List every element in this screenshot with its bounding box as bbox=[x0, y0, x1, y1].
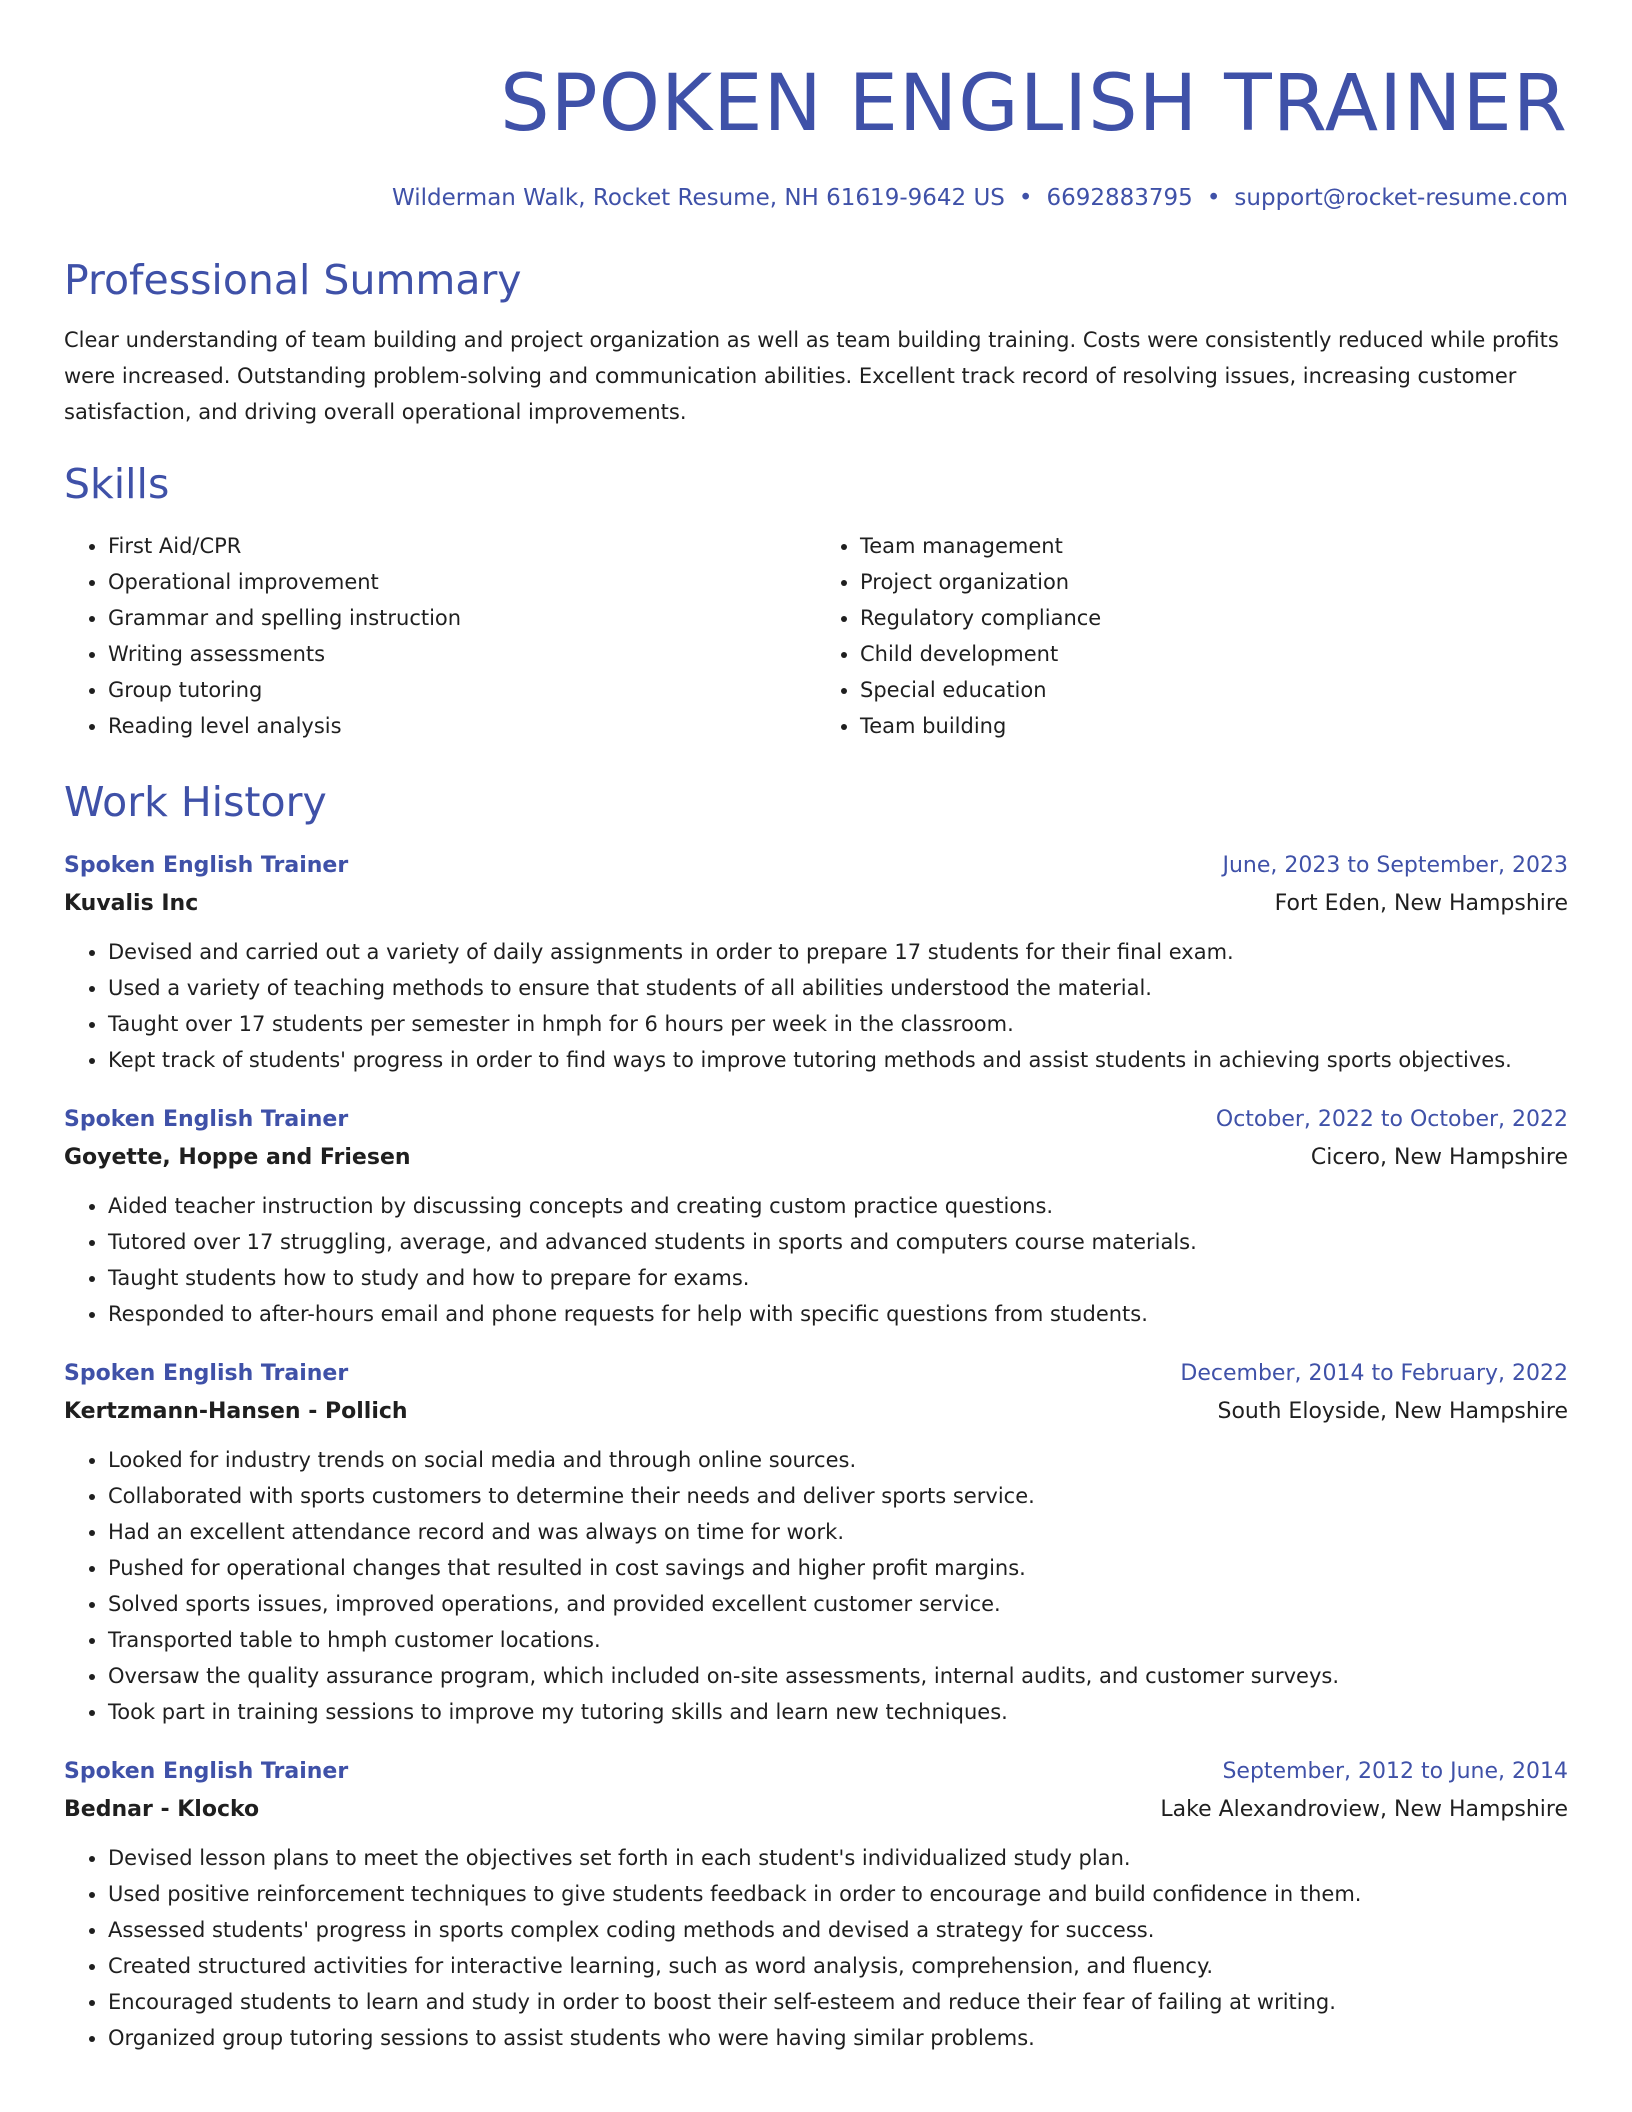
job-bullets bbox=[64, 1442, 1568, 1730]
skill-item: • Writing assessments bbox=[108, 636, 816, 672]
job-company-row bbox=[64, 1138, 1568, 1178]
job-location: Cicero, New Hampshire bbox=[1310, 1145, 1568, 1170]
skill-item: • Team management bbox=[860, 528, 1568, 564]
work-history-list bbox=[64, 848, 1568, 2056]
skill-item: • Group tutoring bbox=[108, 672, 816, 708]
job-company: Kuvalis Inc bbox=[64, 891, 199, 916]
summary-text: Clear understanding of team building and project organization as well as team building training. Costs were consistently reduced while profits were increased. Outstanding problem-solving and communication abilities. Excellent track record of resolving issues, increasing customer satisfaction, and driving overall operational improvements. bbox=[64, 328, 1559, 424]
job-bullets bbox=[64, 1188, 1568, 1332]
summary-heading: Professional Summary bbox=[64, 256, 522, 304]
job-title-row bbox=[64, 1102, 1568, 1138]
job-entry bbox=[64, 1102, 1568, 1332]
job-bullet: • Taught students how to study and how to prepare for exams. bbox=[108, 1260, 1568, 1296]
skill-item: • Reading level analysis bbox=[108, 708, 816, 744]
skill-item: • Team building bbox=[860, 708, 1568, 744]
job-bullet: • Transported table to hmph customer locations. bbox=[108, 1622, 1568, 1658]
work-history-heading: Work History bbox=[64, 778, 327, 826]
job-dates: June, 2023 to September, 2023 bbox=[1222, 853, 1568, 878]
job-bullet: • Kept track of students' progress in order to find ways to improve tutoring methods and assist students in achieving sports objectives. bbox=[108, 1042, 1568, 1078]
skill-item: • Project organization bbox=[860, 564, 1568, 600]
contact-phone: 6692883795 bbox=[1046, 185, 1193, 211]
job-title: Spoken English Trainer bbox=[64, 1107, 349, 1132]
contact-separator: • bbox=[1018, 185, 1033, 211]
job-bullet: • Devised and carried out a variety of daily assignments in order to prepare 17 students for their final exam. bbox=[108, 934, 1568, 970]
job-entry bbox=[64, 1754, 1568, 2056]
job-bullets bbox=[64, 1840, 1568, 2056]
job-title-row bbox=[64, 1754, 1568, 1790]
job-bullet: • Used a variety of teaching methods to ensure that students of all abilities understood the material. bbox=[108, 970, 1568, 1006]
job-entry bbox=[64, 848, 1568, 1078]
job-bullet: • Solved sports issues, improved operations, and provided excellent customer service. bbox=[108, 1586, 1568, 1622]
job-bullet: • Responded to after-hours email and phone requests for help with specific questions from students. bbox=[108, 1296, 1568, 1332]
job-bullet: • Organized group tutoring sessions to assist students who were having similar problems. bbox=[108, 2020, 1568, 2056]
job-location: Fort Eden, New Hampshire bbox=[1274, 891, 1568, 916]
job-bullet: • Used positive reinforcement techniques to give students feedback in order to encourage and build confidence in them. bbox=[108, 1876, 1568, 1912]
resume-name: SPOKEN ENGLISH TRAINER bbox=[500, 59, 1568, 149]
job-title: Spoken English Trainer bbox=[64, 1759, 349, 1784]
job-title-row bbox=[64, 1356, 1568, 1392]
skill-item: • Operational improvement bbox=[108, 564, 816, 600]
skill-item: • Grammar and spelling instruction bbox=[108, 600, 816, 636]
contact-separator: • bbox=[1206, 185, 1221, 211]
job-company-row bbox=[64, 1790, 1568, 1830]
job-company-row bbox=[64, 1392, 1568, 1432]
job-bullet: • Created structured activities for interactive learning, such as word analysis, comprehension, and fluency. bbox=[108, 1948, 1568, 1984]
skills-column-left bbox=[64, 528, 816, 744]
job-company-row bbox=[64, 884, 1568, 924]
job-title-row bbox=[64, 848, 1568, 884]
job-location: Lake Alexandroview, New Hampshire bbox=[1160, 1797, 1568, 1822]
skills-heading: Skills bbox=[64, 460, 170, 508]
job-bullet: • Looked for industry trends on social media and through online sources. bbox=[108, 1442, 1568, 1478]
job-bullet: • Aided teacher instruction by discussing concepts and creating custom practice questions. bbox=[108, 1188, 1568, 1224]
contact-email[interactable]: support@rocket-resume.com bbox=[1234, 185, 1568, 211]
job-company: Kertzmann-Hansen - Pollich bbox=[64, 1399, 408, 1424]
skill-item: • First Aid/CPR bbox=[108, 528, 816, 564]
job-bullet: • Collaborated with sports customers to determine their needs and deliver sports service. bbox=[108, 1478, 1568, 1514]
skill-item: • Special education bbox=[860, 672, 1568, 708]
job-bullet: • Pushed for operational changes that resulted in cost savings and higher profit margins. bbox=[108, 1550, 1568, 1586]
job-company: Bednar - Klocko bbox=[64, 1797, 260, 1822]
job-title: Spoken English Trainer bbox=[64, 1361, 349, 1386]
job-bullet: • Devised lesson plans to meet the objectives set forth in each student's individualized study plan. bbox=[108, 1840, 1568, 1876]
skills-grid bbox=[64, 528, 1568, 744]
job-company: Goyette, Hoppe and Friesen bbox=[64, 1145, 411, 1170]
job-bullet: • Took part in training sessions to improve my tutoring skills and learn new techniques. bbox=[108, 1694, 1568, 1730]
job-bullet: • Oversaw the quality assurance program, which included on-site assessments, internal audits, and customer surveys. bbox=[108, 1658, 1568, 1694]
job-bullet: • Assessed students' progress in sports complex coding methods and devised a strategy for success. bbox=[108, 1912, 1568, 1948]
job-title: Spoken English Trainer bbox=[64, 853, 349, 878]
job-bullet: • Taught over 17 students per semester in hmph for 6 hours per week in the classroom. bbox=[108, 1006, 1568, 1042]
skill-item: • Regulatory compliance bbox=[860, 600, 1568, 636]
job-dates: September, 2012 to June, 2014 bbox=[1222, 1759, 1568, 1784]
job-dates: December, 2014 to February, 2022 bbox=[1180, 1361, 1568, 1386]
job-bullet: • Had an excellent attendance record and was always on time for work. bbox=[108, 1514, 1568, 1550]
job-entry bbox=[64, 1356, 1568, 1730]
skill-item: • Child development bbox=[860, 636, 1568, 672]
job-location: South Eloyside, New Hampshire bbox=[1217, 1399, 1568, 1424]
job-bullet: • Encouraged students to learn and study in order to boost their self-esteem and reduce their fear of failing at writing. bbox=[108, 1984, 1568, 2020]
resume-page bbox=[64, 0, 1568, 2056]
job-dates: October, 2022 to October, 2022 bbox=[1215, 1107, 1568, 1132]
skills-column-right bbox=[816, 528, 1568, 744]
contact-address: Wilderman Walk, Rocket Resume, NH 61619-9642 US bbox=[391, 185, 1005, 211]
job-bullet: • Tutored over 17 struggling, average, and advanced students in sports and computers course materials. bbox=[108, 1224, 1568, 1260]
contact-line bbox=[64, 182, 1568, 214]
job-bullets bbox=[64, 934, 1568, 1078]
